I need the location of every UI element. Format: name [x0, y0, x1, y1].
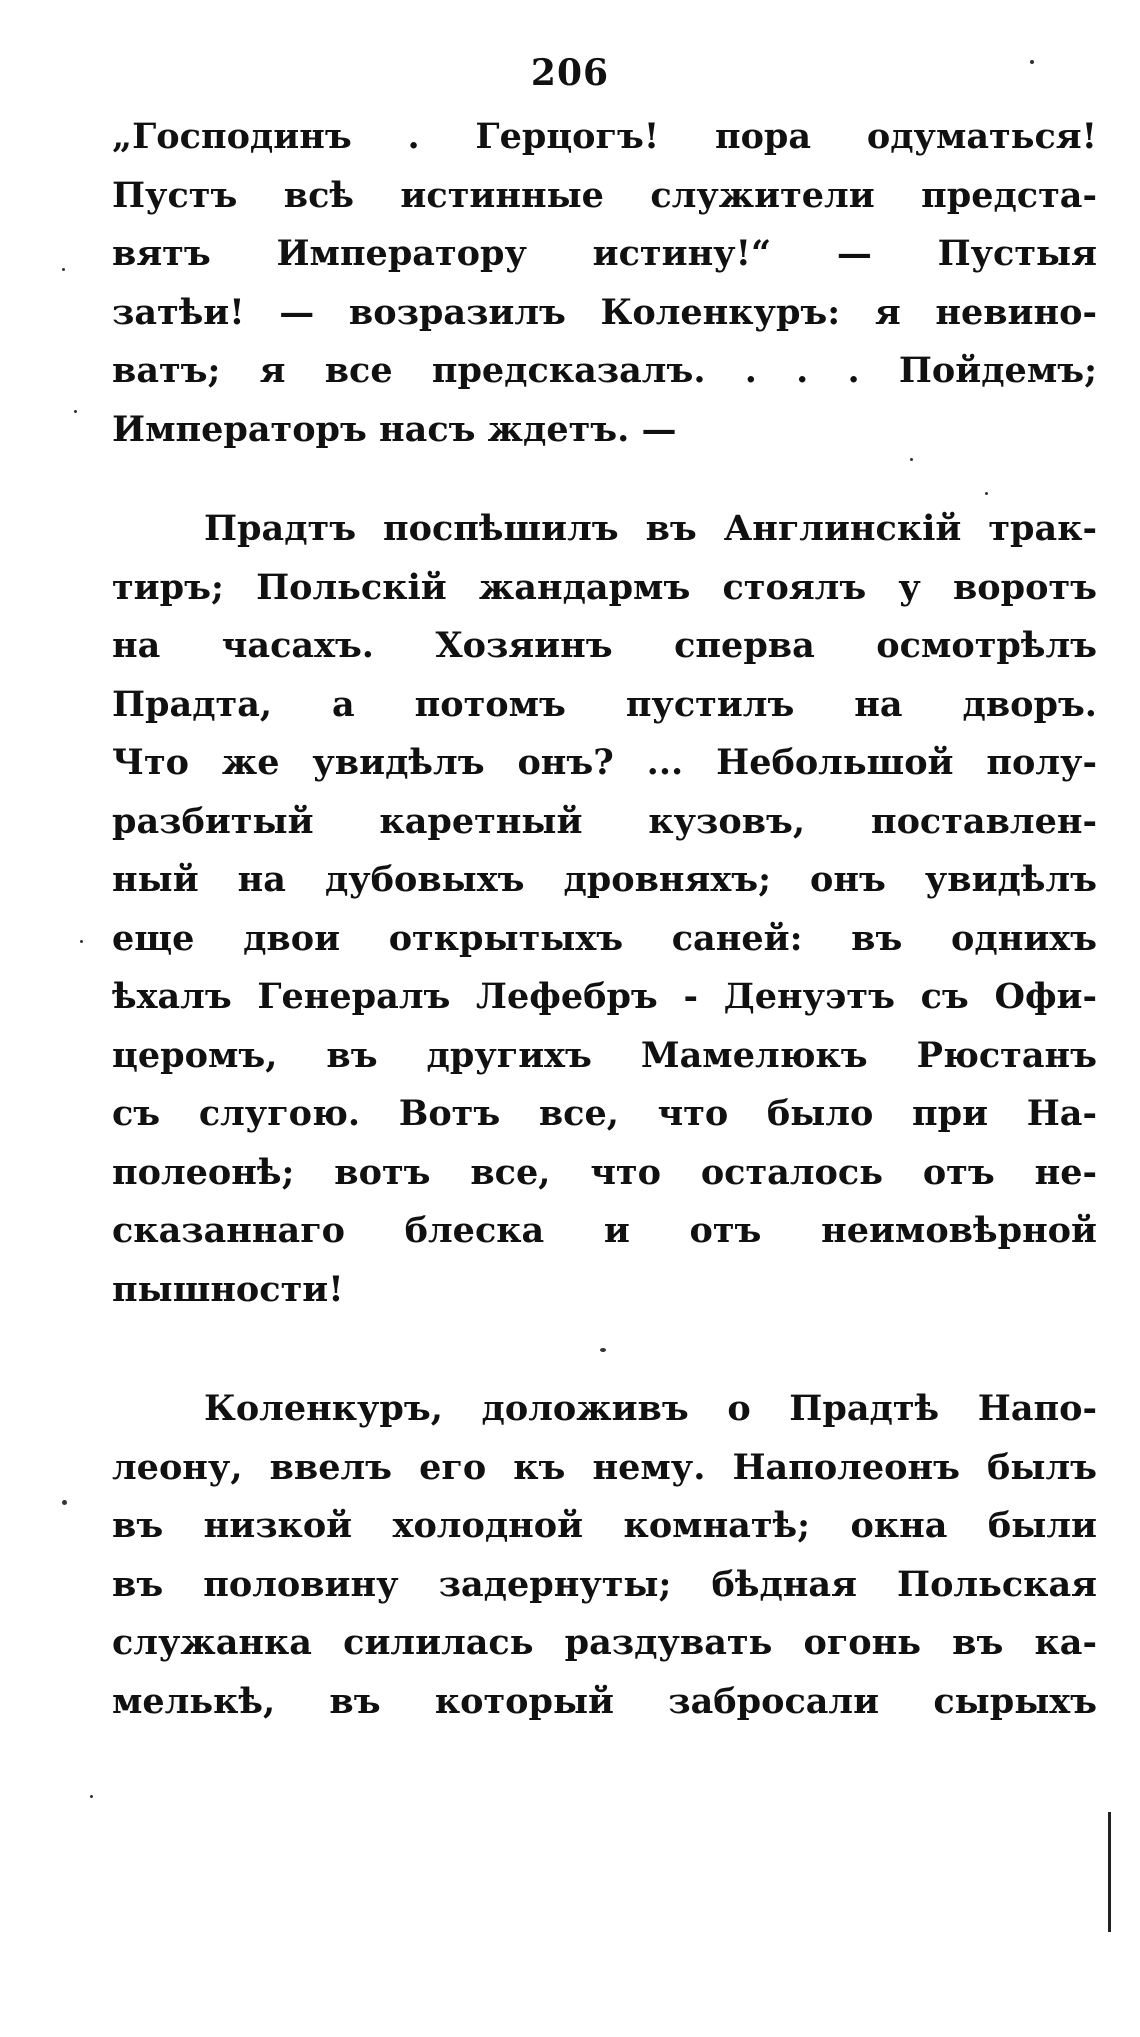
text-line: ватъ; я все предсказалъ. . . . Пойдемъ; [112, 350, 1097, 391]
text-line: Прадтъ поспѣшилъ въ Англинскій трак- [204, 508, 1097, 549]
text-line: ѣхалъ Генералъ Лефебръ - Денуэтъ съ Офи- [112, 976, 1097, 1017]
paragraph-3 [112, 1380, 1097, 1731]
text-line: церомъ, въ другихъ Мамелюкъ Рюстанъ [112, 1034, 1097, 1076]
text-line: еще двои открытыхъ саней: въ однихъ [112, 917, 1097, 959]
text-line: леону, ввелъ его къ нему. Наполеонъ былъ [112, 1446, 1097, 1488]
text-line: Пустъ всѣ истинные служители предста- [112, 174, 1097, 216]
text-line: Императоръ насъ ждетъ. — [112, 408, 677, 450]
text-line: пышности! [112, 1268, 344, 1310]
text-line: сказаннаго блеска и отъ неимовѣрной [112, 1210, 1097, 1251]
text-line: въ половину задернуты; бѣдная Польская [112, 1563, 1097, 1605]
text-line: ный на дубовыхъ дровняхъ; онъ увидѣлъ [112, 859, 1097, 900]
text-line: вятъ Императору истину!“ — Пустыя [112, 233, 1097, 274]
text-line: въ низкой холодной комнатѣ; окна были [112, 1505, 1097, 1546]
margin-line [1108, 1812, 1111, 1932]
paragraph-2 [112, 500, 1097, 1319]
text-line: „Господинъ . Герцогъ! пора одуматься! [112, 116, 1097, 157]
text-line: мелькѣ, въ который забросали сырыхъ [112, 1680, 1097, 1722]
text-line: Прадта, а потомъ пустилъ на дворъ. [112, 683, 1097, 725]
text-line: разбитый каретный кузовъ, поставлен- [112, 800, 1097, 842]
text-line: на часахъ. Хозяинъ сперва осмотрѣлъ [112, 625, 1097, 666]
text-line: тиръ; Польскій жандармъ стоялъ у воротъ [112, 566, 1097, 608]
text-line: служанка силилась раздувать огонь въ ка- [112, 1622, 1097, 1663]
text-line: съ слугою. Вотъ все, что было при На- [112, 1093, 1097, 1134]
text-line: полеонѣ; вотъ все, что осталось отъ не- [112, 1151, 1097, 1193]
paragraph-1 [112, 108, 1097, 459]
text-line: затѣи! — возразилъ Коленкуръ: я невино- [112, 291, 1097, 333]
page-number: 206 [530, 52, 610, 94]
text-line: Коленкуръ, доложивъ о Прадтѣ Напо- [204, 1388, 1097, 1429]
text-line: Что же увидѣлъ онъ? ... Небольшой полу- [112, 742, 1097, 783]
